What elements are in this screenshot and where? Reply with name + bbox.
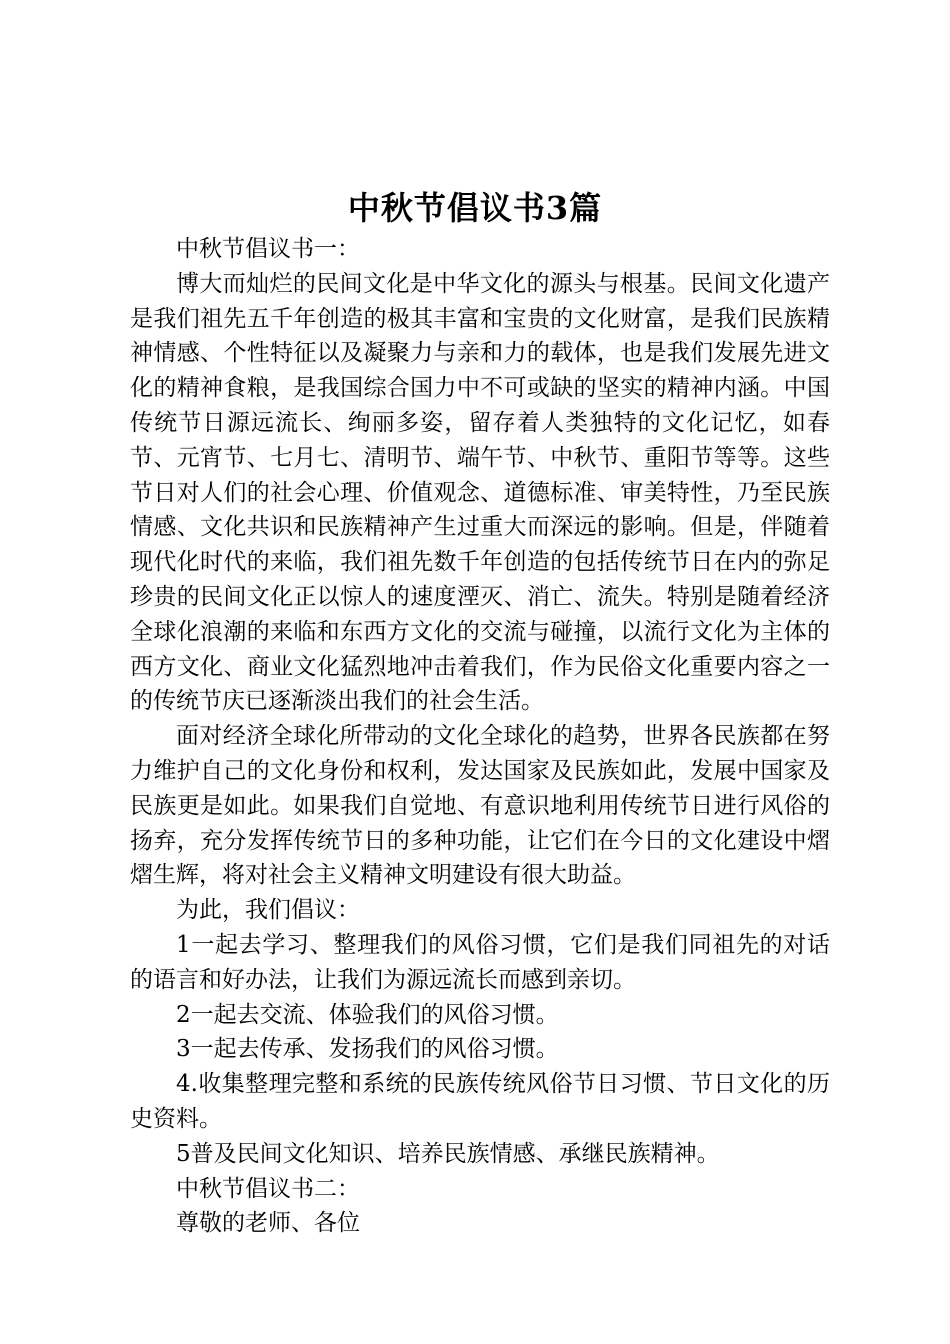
paragraph: 面对经济全球化所带动的文化全球化的趋势，世界各民族都在努力维护自己的文化身份和权利，发达国家及民族如此，发展中国家及民族更是如此。如果我们自觉地、有意识地利用传统节日进行风俗的扬弃，充分发挥传统节日的多种功能，让它们在今日的文化建设中熠熠生辉，将对社会主义精神文明建设有很大助益。 [130,723,830,889]
document-body [130,232,830,1241]
list-item: 5普及民间文化知识、培养民族情感、承继民族精神。 [176,1140,720,1167]
list-item: 3一起去传承、发扬我们的风俗习惯。 [176,1036,559,1063]
paragraph: 尊敬的老师、各位 [176,1210,360,1237]
paragraph-heading-1: 中秋节倡议书一： [176,236,360,262]
list-item: 1一起去学习、整理我们的风俗习惯，它们是我们同祖先的对话的语言和好办法，让我们为源远流长而感到亲切。 [130,931,830,993]
document-title: 中秋节倡议书3篇 [347,189,603,227]
list-item: 4.收集整理完整和系统的民族传统风俗节日习惯、节日文化的历史资料。 [130,1071,830,1132]
list-item: 2一起去交流、体验我们的风俗习惯。 [176,1001,559,1028]
paragraph-heading-2: 中秋节倡议书二： [176,1175,360,1202]
paragraph: 博大而灿烂的民间文化是中华文化的源头与根基。民间文化遗产是我们祖先五千年创造的极其丰富和宝贵的文化财富，是我们民族精神情感、个性特征以及凝聚力与亲和力的载体，也是我们发展先进文化的精神食粮，是我国综合国力中不可或缺的坚实的精神内涵。中国传统节日源远流长、绚丽多姿，留存着人类独特的文化记忆，如春节、元宵节、七月七、清明节、端午节、中秋节、重阳节等等。这些节日对人们的社会心理、价值观念、道德标准、审美特性，乃至民族情感、文化共识和民族精神产生过重大而深远的影响。但是，伴随着现代化时代的来临，我们祖先数千年创造的包括传统节日在内的弥足珍贵的民间文化正以惊人的速度湮灭、消亡、流失。特别是随着经济全球化浪潮的来临和东西方文化的交流与碰撞，以流行文化为主体的西方文化、商业文化猛烈地冲击着我们，作为民俗文化重要内容之一的传统节庆已逐渐淡出我们的社会生活。 [130,270,830,715]
paragraph: 为此，我们倡议： [176,897,360,924]
